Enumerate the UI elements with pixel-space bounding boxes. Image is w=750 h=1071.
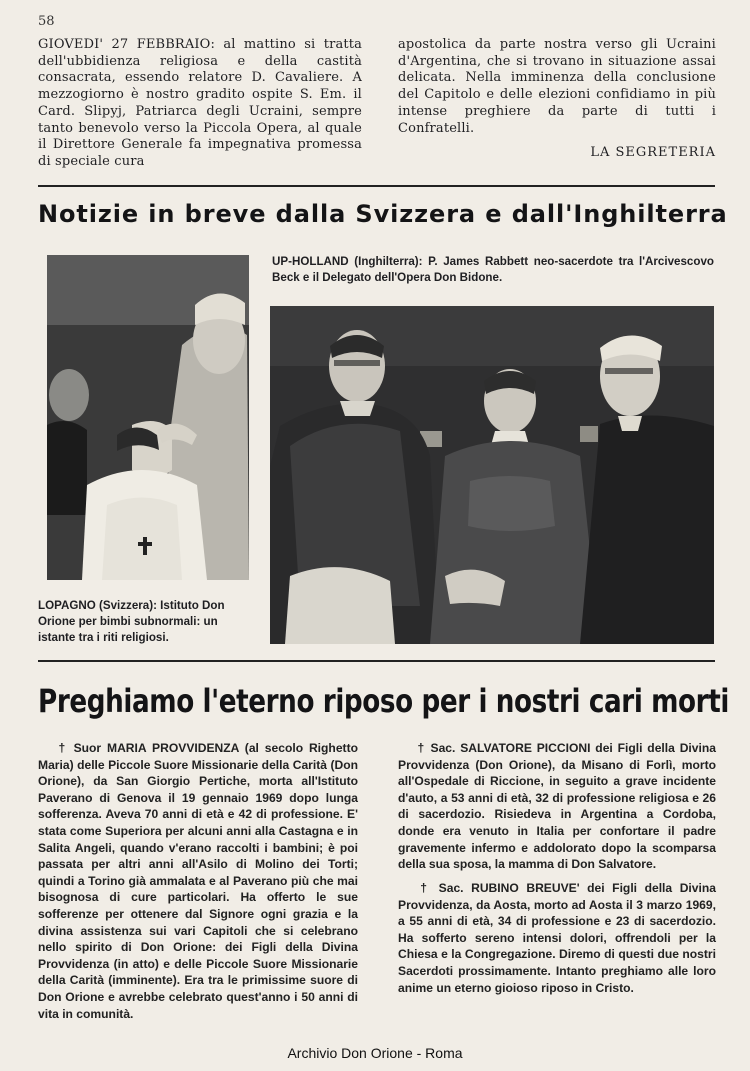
section-divider (38, 185, 715, 187)
page-number: 58 (38, 14, 55, 29)
obituary-text: † Sac. RUBINO BREUVE' dei Figli della Divina Provvidenza, da Aosta, morto ad Aosta il 3 marzo 1969, a 55 anni di età, 34 di professione e 23 di sacerdozio. Ha sofferto sereno intensi dolori, offrendoli per la Chiesa e la Congregazione. Diremo di questi due nostri Sacerdoti prossimamente. Intanto preghiamo alle loro anime un eterno gioioso riposo in Cristo. (398, 881, 716, 995)
section-divider (38, 660, 715, 662)
photo-lopagno (47, 255, 249, 580)
intro-text-right: apostolica da parte nostra verso gli Ucraini d'Argentina, che si trovano in situazione assai delicata. Nella imminenza della conclusione del Capitolo e delle elezioni confidiamo in più intense preghiere da parte di tutti i Confratelli. (398, 37, 716, 136)
photo-up-holland (270, 306, 714, 644)
obituary-entry (398, 740, 716, 873)
section-title-news: Notizie in breve dalla Svizzera e dall'Inghilterra (38, 200, 728, 228)
obituary-entry (38, 740, 358, 1022)
section-title-obituaries: Preghiamo l'eterno riposo per i nostri cari morti (38, 682, 729, 720)
photo-caption-up-holland: UP-HOLLAND (Inghilterra): P. James Rabbett neo-sacerdote tra l'Arcivescovo Beck e il Delegato dell'Opera Don Bidone. (272, 255, 714, 284)
obituary-entry (398, 880, 716, 996)
obituary-text: † Sac. SALVATORE PICCIONI dei Figli della Divina Provvidenza (Don Orione), da Misano di Forlì, morto all'Ospedale di Riccione, in seguito a grave incidente d'auto, a 53 anni di età, 32 di professione religiosa e 26 di sacerdozio. Risiedeva in Argentina a Cordoba, donde era venuto in Italia per confortare il padre gravemente infermo e addolorato dopo la scomparsa della sua sposa, la mamma di Don Salvatore. (398, 741, 716, 872)
photo-caption-lopagno: LOPAGNO (Svizzera): Istituto Don Orione per bimbi subnormali: un istante tra i riti religiosi. (38, 599, 225, 644)
intro-text-left: GIOVEDI' 27 FEBBRAIO: al mattino si tratta dell'ubbidienza religiosa e della castità consacrata, essendo relatore D. Cavaliere. A mezzogiorno è nostro gradito ospite S. Em. il Card. Slipyj, Patriarca degli Ucraini, sempre tanto benevolo verso la Piccola Opera, al quale il Direttore Generale fa impegnativa promessa di speciale cura (38, 37, 362, 169)
signature: LA SEGRETERIA (590, 145, 716, 160)
archive-footer: Archivio Don Orione - Roma (287, 1045, 463, 1061)
obituary-text: † Suor MARIA PROVVIDENZA (al secolo Righetto Maria) delle Piccole Suore Missionarie della Carità (Don Orione), da San Giorgio Pertiche, morta all'Istituto Paverano di Genova il 19 gennaio 1969 dopo lunga sofferenza. Aveva 70 anni di età e 42 di professione. E' stata come Superiora per alcuni anni alla Castagna e in Salita Angeli, quando v'erano raccolti i bambini; è poi passata per altri anni all'Asilo di Molino dei Torti; quindi a Torino già ammalata e al Paverano più che mai bisognosa di cure particolari. Ha offerto le sue sofferenze per ottenere dal Signore ogni grazia e la divina assistenza sui vari Capitoli che si celebrano nello spirito di Don Orione: dei Figli della Divina Provvidenza (in atto) e delle Piccole Suore Missionarie della Carità (imminente). Era tra le primissime suore di Don Orione e avrebbe celebrato quest'anno i 50 anni di vita in comunità. (38, 741, 358, 1021)
